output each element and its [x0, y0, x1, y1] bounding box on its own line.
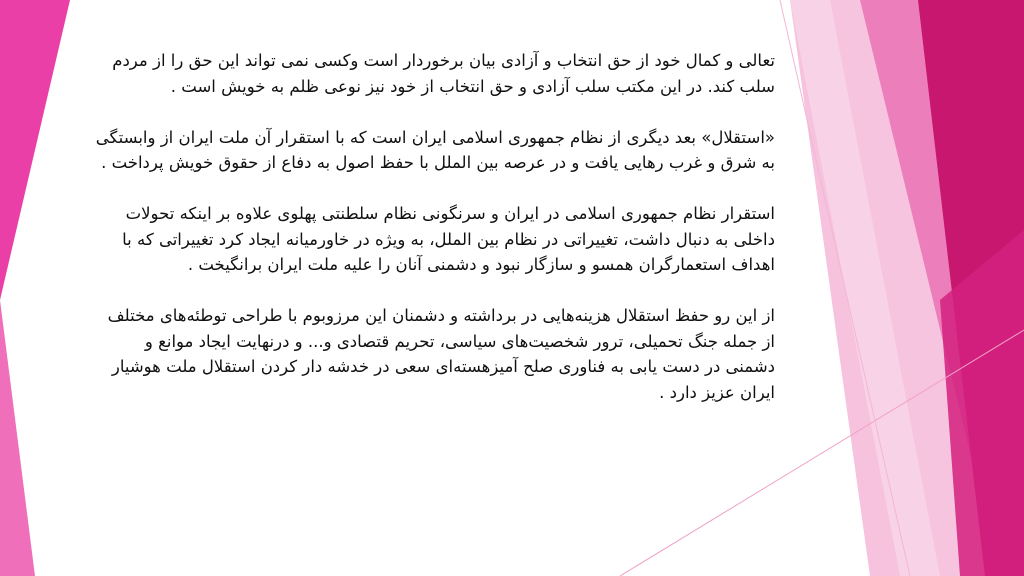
left-pink-band [0, 0, 70, 300]
paragraph: «استقلال» بعد دیگری از نظام جمهوری اسلامی ایران است که با استقرار آن ملت ایران از وابستگی به شرق و غرب رهایی یافت و در عرصه بین الملل با حفظ اصول به دفاع از حقوق خویش پرداخت . [95, 127, 775, 172]
paragraph: از این رو حفظ استقلال هزینه‌هایی در برداشته و دشمنان این مرزوبوم با طراحی توطئه‌های مختلف از جمله جنگ تحمیلی، ترور شخصیت‌های سیاسی، تحریم قتصادی و... و درنهایت ایجاد موانع و دشمنی در دست یابی به فناوری صلح آمیزهسته‌ای سعی در خدشه دار کردن استقلال ملت هوشیار ایران عزیز دارد . [107, 306, 775, 402]
paragraph: تعالی و کمال خود از حق انتخاب و آزادی بیان برخوردار است وکسی نمی تواند این حق را از مردم سلب کند. در این مکتب سلب آزادی و حق انتخاب از خود نیز نوعی ظلم به خویش است . [112, 51, 775, 96]
slide-body-text [95, 48, 775, 405]
left-pink-band-lower [0, 300, 35, 576]
paragraph: استقرار نظام جمهوری اسلامی در ایران و سرنگونی نظام سلطنتی پهلوی علاوه بر اینکه تحولات داخلی به دنبال داشت، تغییراتی در نظام بین الملل، به ویژه در خاورمیانه ایجاد کرد تغییراتی که با اهداف استعمارگران همسو و سازگار نبود و دشمنی آنان را علیه ملت ایران برانگیخت . [122, 204, 775, 274]
